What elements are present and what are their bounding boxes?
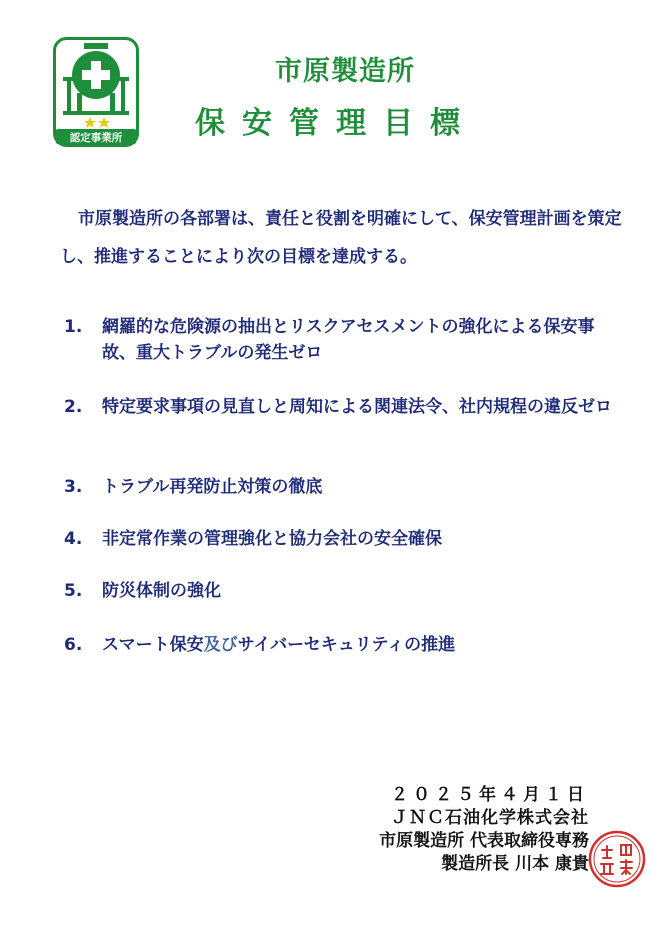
goal-item-1 [64,314,624,366]
goal-number: 4. [64,529,83,549]
page-title-goals: 保安管理目標 [195,106,477,141]
goal-item-2 [64,394,612,420]
title-block [150,52,550,146]
goal-text: 網羅的な危険源の抽出とリスクアセスメントの強化による保安事故、重大トラブルの発生ゼロ [102,317,595,363]
goal-item-6 [64,632,455,658]
logo-caption: 認定事業所 [69,132,123,144]
company-name: ＪＮＣ石油化学株式会社 [391,808,589,828]
page-title-site: 市原製造所 [275,56,415,87]
signatory-name: 製造所長 川本 康貴 [441,854,589,874]
goal-text: 防災体制の強化 [102,581,221,601]
goal-item-5 [64,578,221,604]
goal-text [102,632,455,658]
intro-text: 市原製造所の各部署は、責任と役割を明確にして、保安管理計画を策定し、推進することにより次の目標を達成する。 [60,209,622,267]
goal-number: 2. [64,397,83,417]
goal-number: 3. [64,477,83,497]
goal-text: 非定常作業の管理強化と協力会社の安全確保 [102,529,442,549]
goal-text-emphasis: 及び [203,635,238,655]
issue-date: ２０２５年４月１日 [391,785,589,805]
intro-paragraph [60,200,640,276]
goal-text-part: スマート保安 [102,635,204,655]
goal-text: 特定要求事項の見直しと周知による関連法令、社内規程の違反ゼロ [102,397,612,417]
goal-text-part: サイバーセキュリティの推進 [237,635,456,655]
goal-item-4 [64,526,442,552]
goal-number: 1. [64,317,83,337]
goal-item-3 [64,474,322,500]
signatory-position: 市原製造所 代表取締役専務 [379,831,589,851]
goal-number: 5. [64,581,83,601]
goal-number: 6. [64,635,83,655]
signature-block [379,784,589,876]
goal-text: トラブル再発防止対策の徹底 [102,477,323,497]
seal-stamp-icon [588,830,646,888]
